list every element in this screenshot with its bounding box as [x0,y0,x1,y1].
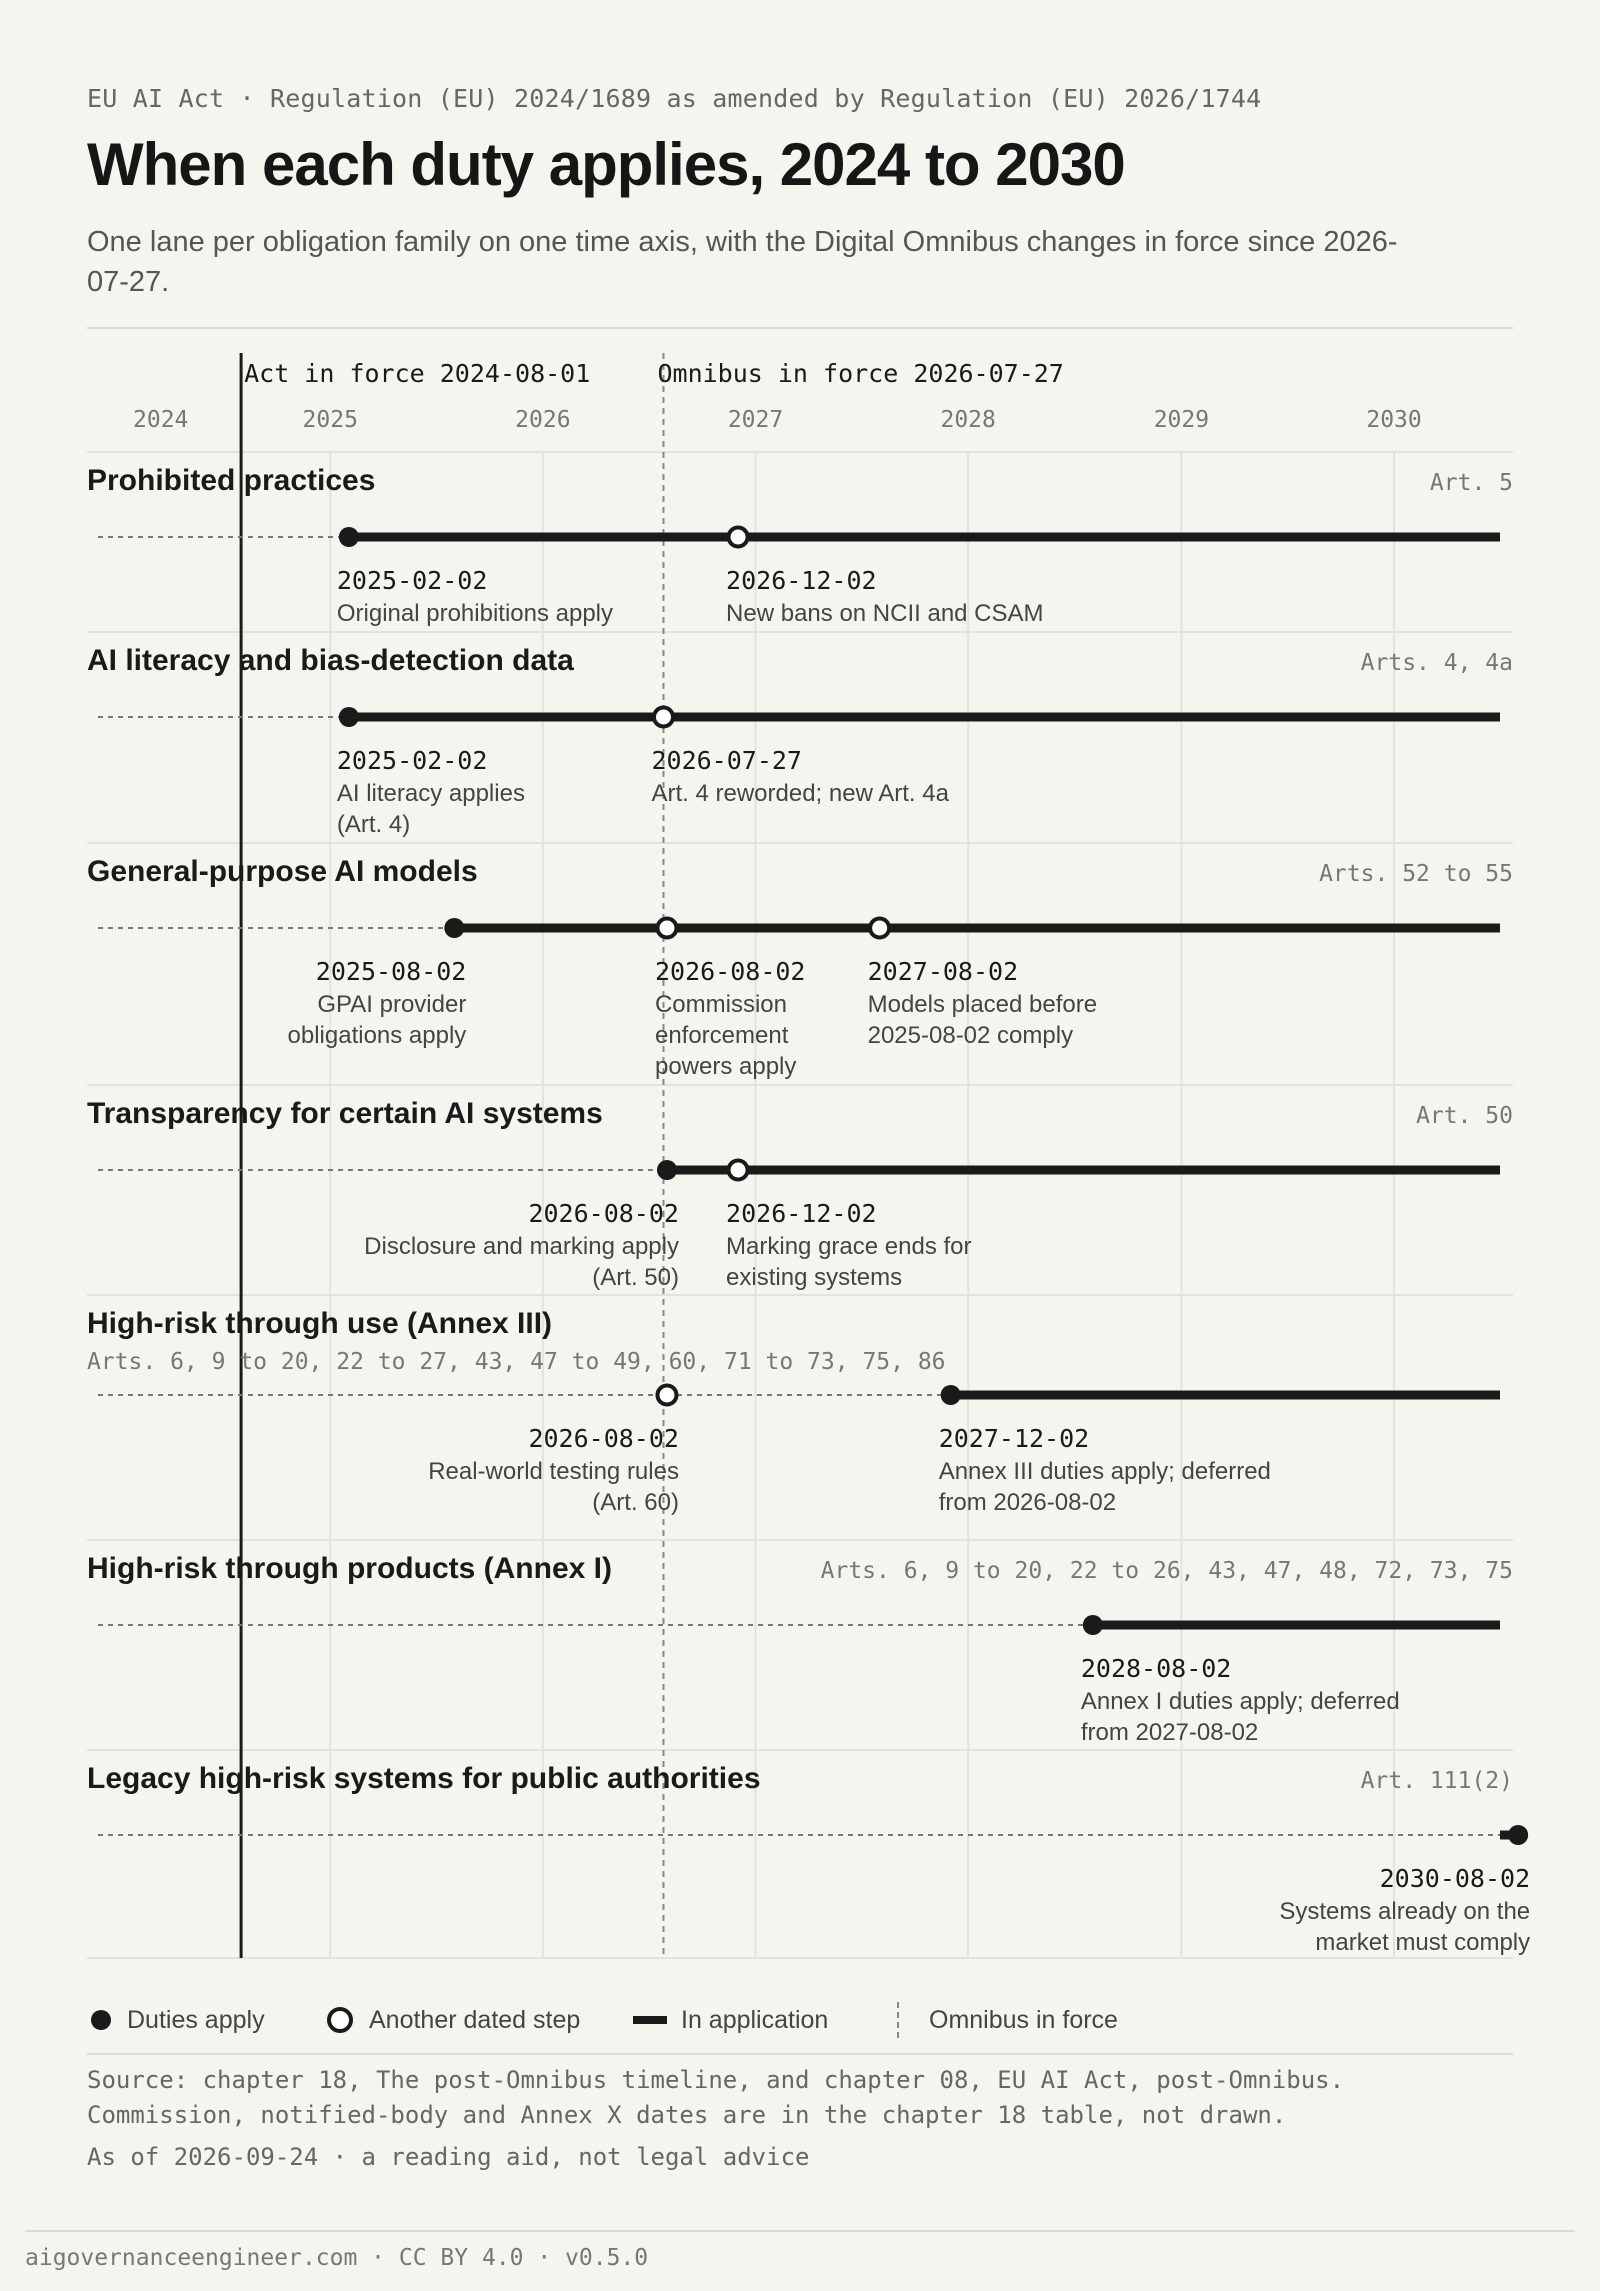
event-label: Systems already on the [1279,1898,1531,1925]
lane-title: High-risk through use (Annex III) [87,1307,553,1340]
legend-label: Another dated step [369,2005,581,2034]
legend-item-dated-step [327,2000,580,2040]
x-tick-label: 2029 [1153,407,1210,433]
x-tick-label: 2027 [727,407,784,433]
event-date: 2026-08-02 [528,1199,679,1228]
filled-dot-icon [91,2010,111,2030]
lane-title: Legacy high-risk systems for public authorities [87,1762,761,1795]
event-label: Real-world testing rules [428,1458,679,1485]
as-of-note: As of 2026-09-24 · a reading aid, not legal advice [87,2143,810,2171]
event-label: Disclosure and marking apply [364,1233,679,1260]
duties-apply-marker [339,707,359,727]
duties-apply-marker [1508,1825,1528,1845]
lane-articles: Arts. 6, 9 to 20, 22 to 26, 43, 47, 48, 72, 73, 75 [820,1558,1513,1584]
event-label: Art. 4 reworded; new Art. 4a [651,780,949,807]
event-date: 2030-08-02 [1379,1864,1531,1893]
legend-label: Duties apply [127,2005,265,2034]
duties-apply-marker [657,1160,677,1180]
lane-articles: Art. 111(2) [1360,1768,1513,1794]
page-subtitle: One lane per obligation family on one time axis, with the Digital Omnibus changes in force since 2026-07-27. [87,226,1398,298]
event-label: GPAI provider [317,991,467,1018]
event-date: 2025-02-02 [336,746,488,775]
legend-item-duties-apply [91,2000,265,2040]
x-tick-label: 2028 [940,407,996,433]
lane-articles: Art. 5 [1429,470,1513,496]
event-date: 2027-08-02 [867,957,1019,986]
event-label: obligations apply [287,1022,467,1049]
legend-label: In application [681,2005,829,2034]
lane-title: Prohibited practices [87,464,376,497]
legend-item-in-application [633,2000,828,2040]
lane-articles: Arts. 6, 9 to 20, 22 to 27, 43, 47 to 49, 60, 71 to 73, 75, 86 [87,1349,946,1375]
dated-step-marker [729,1161,748,1180]
event-label: AI literacy applies [336,780,525,807]
divider [87,2053,1513,2055]
x-tick-label: 2030 [1366,407,1422,433]
timeline-chart [0,340,1600,1960]
lane-title: General-purpose AI models [87,855,478,888]
event-label: Models placed before [867,991,1098,1018]
event-label: (Art. 4) [336,811,411,838]
event-date: 2025-02-02 [336,566,488,595]
reference-label: Act in force 2024-08-01 [244,359,591,388]
source-note [87,2063,1344,2133]
legend-label: Omnibus in force [929,2005,1118,2034]
event-date: 2026-08-02 [528,1424,679,1453]
event-label: (Art. 60) [592,1489,679,1516]
event-date: 2028-08-02 [1080,1654,1232,1683]
bar-icon [633,2016,667,2024]
dated-step-marker [654,708,673,727]
event-label: enforcement [654,1022,789,1049]
lane-title: AI literacy and bias-detection data [87,644,574,677]
event-label: (Art. 50) [592,1264,679,1291]
event-label: Annex I duties apply; deferred [1080,1688,1400,1715]
event-label: existing systems [726,1264,903,1291]
event-date: 2025-08-02 [315,957,467,986]
kicker: EU AI Act · Regulation (EU) 2024/1689 as amended by Regulation (EU) 2026/1744 [87,84,1262,113]
dated-step-marker [657,1386,676,1405]
event-date: 2026-07-27 [651,746,802,775]
source-line: Source: chapter 18, The post-Omnibus timeline, and chapter 08, EU AI Act, post-Omnibus. [87,2066,1345,2094]
event-label: from 2026-08-02 [938,1489,1117,1516]
event-label: Original prohibitions apply [336,600,614,627]
source-line: Commission, notified-body and Annex X dates are in the chapter 18 table, not drawn. [87,2101,1287,2129]
event-label: Annex III duties apply; deferred [938,1458,1271,1485]
duties-apply-marker [1083,1615,1103,1635]
lane-articles: Arts. 52 to 55 [1319,861,1513,887]
event-label: from 2027-08-02 [1080,1719,1259,1746]
lane-articles: Arts. 4, 4a [1360,650,1513,676]
dated-step-marker [729,528,748,547]
event-date: 2026-12-02 [726,566,877,595]
event-date: 2026-08-02 [654,957,806,986]
legend-item-omnibus [897,2000,1118,2040]
duties-apply-marker [339,527,359,547]
duties-apply-marker [941,1385,961,1405]
x-tick-label: 2026 [515,407,571,433]
dated-step-marker [870,919,889,938]
footer: aigovernanceengineer.com · CC BY 4.0 · v0.5.0 [25,2245,649,2271]
event-label: market must comply [1315,1929,1531,1956]
dated-step-marker [657,919,676,938]
x-tick-label: 2024 [133,407,189,433]
event-label: New bans on NCII and CSAM [726,600,1044,627]
lane-title: Transparency for certain AI systems [87,1097,603,1130]
event-date: 2027-12-02 [938,1424,1090,1453]
dashed-line-icon [897,2002,899,2038]
event-date: 2026-12-02 [726,1199,877,1228]
event-label: powers apply [654,1053,797,1080]
legend [87,2000,1513,2040]
reference-label: Omnibus in force 2026-07-27 [657,359,1064,388]
lane-title: High-risk through products (Annex I) [87,1552,612,1585]
event-label: Marking grace ends for [726,1233,972,1260]
page-title: When each duty applies, 2024 to 2030 [87,131,1125,198]
open-ring-icon [327,2007,353,2033]
lane-articles: Art. 50 [1416,1103,1513,1129]
divider [87,327,1513,329]
event-label: Commission [654,991,788,1018]
x-tick-label: 2025 [302,407,358,433]
event-label: 2025-08-02 comply [867,1022,1074,1049]
divider [25,2230,1575,2232]
duties-apply-marker [444,918,464,938]
